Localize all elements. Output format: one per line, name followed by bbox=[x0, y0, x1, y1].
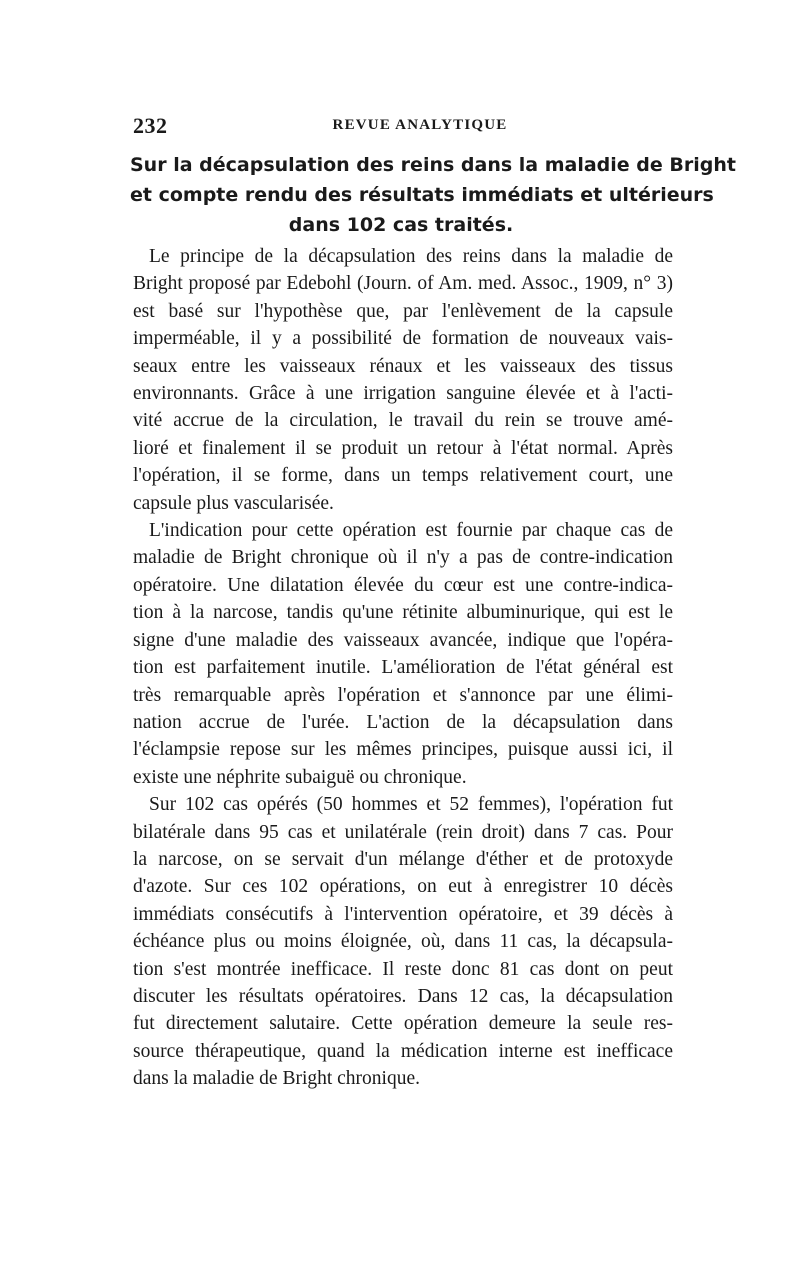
text-line: imperméable, il y a possibilité de formation de nouveaux vais- bbox=[133, 328, 673, 350]
text-line: vité accrue de la circulation, le travail du rein se trouve amé- bbox=[133, 410, 673, 432]
paragraph-2 bbox=[133, 517, 673, 791]
text-line: L'indication pour cette opération est fournie par chaque cas de bbox=[149, 520, 673, 542]
text-line: immédiats consécutifs à l'intervention opératoire, et 39 décès à bbox=[133, 903, 673, 925]
text-line: nation accrue de l'urée. L'action de la décapsulation dans bbox=[133, 711, 673, 733]
text-line: capsule plus vascularisée. bbox=[133, 492, 334, 514]
article-body bbox=[133, 243, 673, 1093]
text-line: maladie de Bright chronique où il n'y a pas de contre-indication bbox=[133, 547, 673, 569]
text-line: bilatérale dans 95 cas et unilatérale (rein droit) dans 7 cas. Pour bbox=[133, 821, 673, 843]
text-line: tion est parfaitement inutile. L'amélioration de l'état général est bbox=[133, 657, 673, 679]
text-line: discuter les résultats opératoires. Dans 12 cas, la décapsulation bbox=[133, 985, 673, 1007]
paragraph-3 bbox=[133, 791, 673, 1092]
text-line: l'éclampsie repose sur les mêmes principes, puisque aussi ici, il bbox=[133, 739, 673, 761]
article-title bbox=[130, 150, 736, 240]
title-line: et compte rendu des résultats immédiats et ultérieurs bbox=[130, 184, 714, 206]
text-line: Sur 102 cas opérés (50 hommes et 52 femmes), l'opération fut bbox=[149, 794, 673, 816]
text-line: Le principe de la décapsulation des reins dans la maladie de bbox=[149, 246, 673, 267]
text-line: fut directement salutaire. Cette opération demeure la seule res- bbox=[133, 1013, 673, 1035]
page-number: 232 bbox=[133, 113, 168, 138]
text-line: opératoire. Une dilatation élevée du cœur est une contre-indica- bbox=[133, 574, 673, 596]
text-line: échéance plus ou moins éloignée, où, dans 11 cas, la décapsula- bbox=[133, 931, 673, 953]
text-line: tion à la narcose, tandis qu'une rétinite albuminurique, qui est le bbox=[133, 602, 673, 624]
text-line: Bright proposé par Edebohl (Journ. of Am. med. Assoc., 1909, n° 3) bbox=[133, 273, 673, 295]
text-line: signe d'une maladie des vaisseaux avancée, indique que l'opéra- bbox=[133, 629, 673, 651]
text-line: source thérapeutique, quand la médication interne est inefficace bbox=[133, 1040, 673, 1062]
text-line: seaux entre les vaisseaux rénaux et les vaisseaux des tissus bbox=[133, 355, 673, 377]
title-line: Sur la décapsulation des reins dans la maladie de Bright bbox=[130, 154, 736, 176]
title-line: dans 102 cas traités. bbox=[288, 214, 514, 236]
paragraph-1 bbox=[133, 243, 673, 517]
text-line: la narcose, on se servait d'un mélange d'éther et de protoxyde bbox=[133, 848, 673, 870]
text-line: très remarquable après l'opération et s'annonce par une élimi- bbox=[133, 684, 673, 706]
text-line: tion s'est montrée inefficace. Il reste donc 81 cas dont on peut bbox=[133, 958, 673, 980]
text-line: dans la maladie de Bright chronique. bbox=[133, 1068, 420, 1090]
text-line: d'azote. Sur ces 102 opérations, on eut à enregistrer 10 décès bbox=[133, 876, 673, 898]
text-line: existe une néphrite subaiguë ou chronique. bbox=[133, 766, 467, 788]
text-line: lioré et finalement il se produit un retour à l'état normal. Après bbox=[133, 437, 673, 459]
running-head: REVUE ANALYTIQUE bbox=[332, 117, 508, 133]
text-line: environnants. Grâce à une irrigation sanguine élevée et à l'acti- bbox=[133, 383, 673, 405]
text-line: est basé sur l'hypothèse que, par l'enlèvement de la capsule bbox=[133, 300, 673, 322]
text-line: l'opération, il se forme, dans un temps relativement court, une bbox=[133, 465, 673, 487]
